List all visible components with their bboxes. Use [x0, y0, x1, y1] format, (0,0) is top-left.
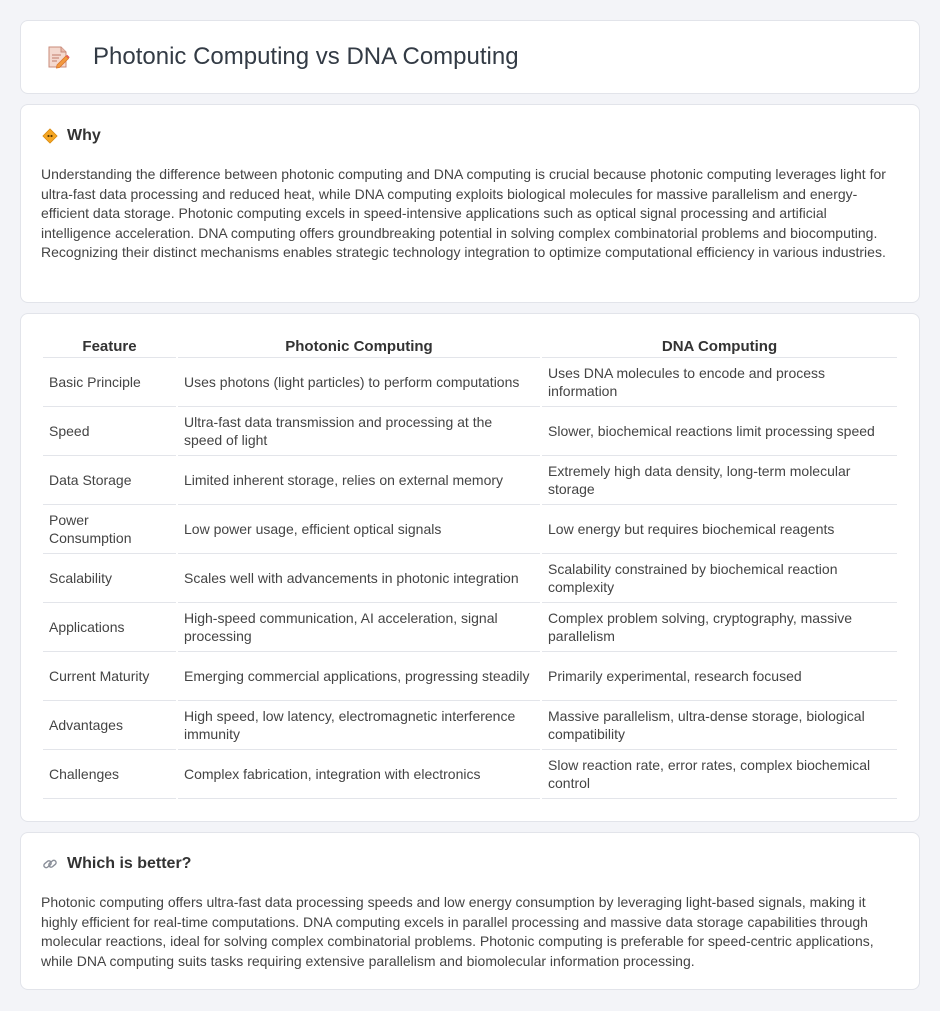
- feature-cell: Applications: [43, 603, 176, 652]
- photonic-cell: Ultra-fast data transmission and processing at the speed of light: [178, 407, 540, 456]
- comparison-section: [20, 313, 920, 822]
- which-is-better-section: [20, 832, 920, 990]
- column-header: Feature: [43, 334, 176, 358]
- header-card: [20, 20, 920, 94]
- diamond-sign-icon: [41, 127, 59, 145]
- dna-cell: Slow reaction rate, error rates, complex biochemical control: [542, 750, 897, 799]
- table-row: [43, 407, 897, 456]
- feature-cell: Advantages: [43, 701, 176, 750]
- table-row: [43, 358, 897, 407]
- feature-cell: Speed: [43, 407, 176, 456]
- photonic-cell: High-speed communication, AI acceleration, signal processing: [178, 603, 540, 652]
- dna-cell: Primarily experimental, research focused: [542, 652, 897, 701]
- better-heading: [41, 855, 899, 873]
- table-row: [43, 554, 897, 603]
- photonic-cell: Complex fabrication, integration with electronics: [178, 750, 540, 799]
- dna-cell: Massive parallelism, ultra-dense storage, biological compatibility: [542, 701, 897, 750]
- feature-cell: Challenges: [43, 750, 176, 799]
- column-header: DNA Computing: [542, 334, 897, 358]
- dna-cell: Low energy but requires biochemical reagents: [542, 505, 897, 554]
- why-text: Understanding the difference between photonic computing and DNA computing is crucial because photonic computing leverages light for ultra-fast data processing and reduced heat, while DNA computing exploits biological molecules for massive parallelism and energy-efficient data storage. Photonic computing excels in speed-intensive applications such as optical signal processing and artificial intelligence acceleration. DNA computing offers groundbreaking potential in solving complex combinatorial problems and biocomputing. Recognizing their distinct mechanisms enables strategic technology integration to optimize computational efficiency in various industries.: [41, 166, 886, 260]
- photonic-cell: Scales well with advancements in photonic integration: [178, 554, 540, 603]
- feature-cell: Basic Principle: [43, 358, 176, 407]
- comparison-table: [41, 334, 899, 799]
- why-heading-label: Why: [67, 127, 101, 144]
- photonic-cell: High speed, low latency, electromagnetic interference immunity: [178, 701, 540, 750]
- page-title: Photonic Computing vs DNA Computing: [93, 43, 519, 70]
- table-row: [43, 456, 897, 505]
- table-row: [43, 701, 897, 750]
- column-header: Photonic Computing: [178, 334, 540, 358]
- table-row: [43, 505, 897, 554]
- link-icon: [41, 855, 59, 873]
- feature-cell: Current Maturity: [43, 652, 176, 701]
- why-heading: [41, 127, 899, 145]
- dna-cell: Slower, biochemical reactions limit processing speed: [542, 407, 897, 456]
- table-row: [43, 603, 897, 652]
- better-text: Photonic computing offers ultra-fast data processing speeds and low energy consumption by leveraging light-based signals, making it highly efficient for real-time computations. DNA computing excels in parallel processing and massive data storage capabilities through molecular reactions, ideal for solving complex combinatorial problems. Photonic computing is preferable for speed-centric applications, while DNA computing suits tasks requiring extensive parallelism and biomolecular information processing.: [41, 894, 874, 969]
- dna-cell: Extremely high data density, long-term molecular storage: [542, 456, 897, 505]
- document-pencil-icon: [45, 44, 71, 70]
- feature-cell: Data Storage: [43, 456, 176, 505]
- table-row: [43, 652, 897, 701]
- why-section: [20, 104, 920, 303]
- table-row: [43, 750, 897, 799]
- dna-cell: Scalability constrained by biochemical reaction complexity: [542, 554, 897, 603]
- table-header-row: [43, 334, 897, 358]
- photonic-cell: Low power usage, efficient optical signals: [178, 505, 540, 554]
- dna-cell: Complex problem solving, cryptography, massive parallelism: [542, 603, 897, 652]
- photonic-cell: Emerging commercial applications, progressing steadily: [178, 652, 540, 701]
- feature-cell: Power Consumption: [43, 505, 176, 554]
- photonic-cell: Uses photons (light particles) to perform computations: [178, 358, 540, 407]
- dna-cell: Uses DNA molecules to encode and process information: [542, 358, 897, 407]
- feature-cell: Scalability: [43, 554, 176, 603]
- photonic-cell: Limited inherent storage, relies on external memory: [178, 456, 540, 505]
- better-heading-label: Which is better?: [67, 855, 192, 872]
